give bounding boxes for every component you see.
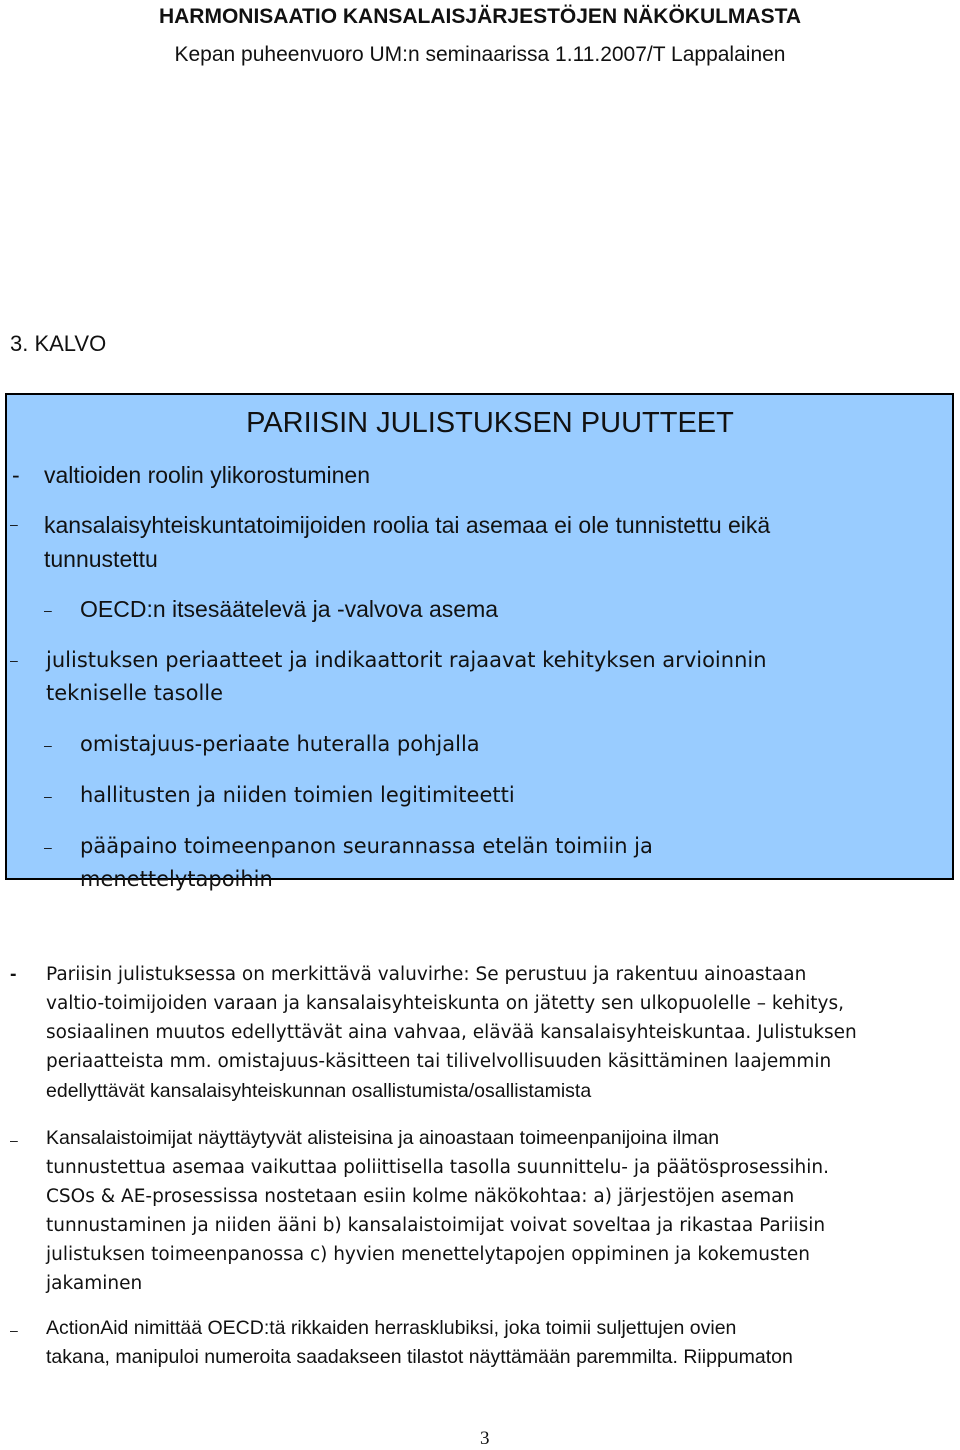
slide-item-line: valtioiden roolin ylikorostuminen (44, 462, 370, 488)
page-number: 3 (480, 1428, 490, 1449)
paragraph-line: periaatteista mm. omistajuus-käsitteen tai tilivelvollisuuden käsittäminen laajemmin (46, 1051, 832, 1072)
slide-bullet: - (12, 462, 20, 488)
slide-item-line: hallitusten ja niiden toimien legitimiteetti (80, 783, 515, 807)
slide-heading: PARIISIN JULISTUKSEN PUUTTEET (246, 407, 734, 439)
paragraph-line: edellyttävät kansalaisyhteiskunnan osallistumista/osallistamista (46, 1080, 592, 1102)
paragraph-line: ActionAid nimittää OECD:tä rikkaiden herrasklubiksi, joka toimii suljettujen ovien (46, 1317, 737, 1339)
slide-item-line: omistajuus-periaate huteralla pohjalla (80, 732, 480, 756)
document-subtitle: Kepan puheenvuoro UM:n seminaarissa 1.11.2007/T Lappalainen (174, 43, 786, 66)
document-title: HARMONISAATIO KANSALAISJÄRJESTÖJEN NÄKÖKULMASTA (158, 5, 802, 28)
slide-bullet: – (10, 516, 18, 532)
slide-bullet: – (10, 652, 18, 668)
paragraph-line: Pariisin julistuksessa on merkittävä valuvirhe: Se perustuu ja rakentuu ainoastaan (46, 964, 807, 985)
paragraph-line: jakaminen (46, 1273, 143, 1294)
slide-item-line: tunnustettu (44, 546, 158, 572)
paragraph-line: takana, manipuloi numeroita saadakseen tilastot näyttämään paremmilta. Riippumaton (46, 1346, 793, 1368)
slide-item-line: OECD:n itsesäätelevä ja -valvova asema (80, 596, 499, 622)
slide-item-line: tekniselle tasolle (46, 681, 224, 705)
slide-bullet: – (44, 602, 52, 618)
paragraph-line: sosiaalinen muutos edellyttävät aina vahvaa, elävää kansalaisyhteiskuntaa. Julistuksen (46, 1022, 857, 1043)
paragraph-line: julistuksen toimeenpanossa c) hyvien menettelytapojen oppiminen ja kokemusten (46, 1244, 810, 1265)
slide-item-line: menettelytapoihin (80, 867, 273, 891)
paragraph-line: CSOs & AE-prosessissa nostetaan esiin kolme näkökohtaa: a) järjestöjen aseman (46, 1186, 795, 1207)
paragraph-bullet: - (10, 963, 17, 985)
slide-bullet: – (44, 788, 52, 804)
slide-item-line: pääpaino toimeenpanon seurannassa etelän toimiin ja (80, 834, 653, 858)
paragraph-line: tunnustaminen ja niiden ääni b) kansalaistoimijat voivat soveltaa ja rikastaa Pariisin (46, 1215, 826, 1236)
paragraph-line: valtio-toimijoiden varaan ja kansalaisyhteiskunta on jätetty sen ulkopuolelle – kehitys, (46, 993, 844, 1014)
slide-item-line: kansalaisyhteiskuntatoimijoiden roolia tai asemaa ei ole tunnistettu eikä (44, 512, 771, 538)
paragraph-bullet: – (10, 1322, 18, 1338)
paragraph-bullet: – (10, 1132, 18, 1148)
paragraph-line: tunnustettua asemaa vaikuttaa poliittisella tasolla suunnittelu- ja päätösprosessihin. (46, 1157, 829, 1178)
slide-bullet: – (44, 737, 52, 753)
slide-item-line: julistuksen periaatteet ja indikaattorit rajaavat kehityksen arvioinnin (46, 648, 767, 672)
slide-label: 3. KALVO (10, 331, 107, 356)
slide-bullet: – (44, 839, 52, 855)
paragraph-line: Kansalaistoimijat näyttäytyvät alisteisina ja ainoastaan toimeenpanijoina ilman (46, 1127, 720, 1149)
